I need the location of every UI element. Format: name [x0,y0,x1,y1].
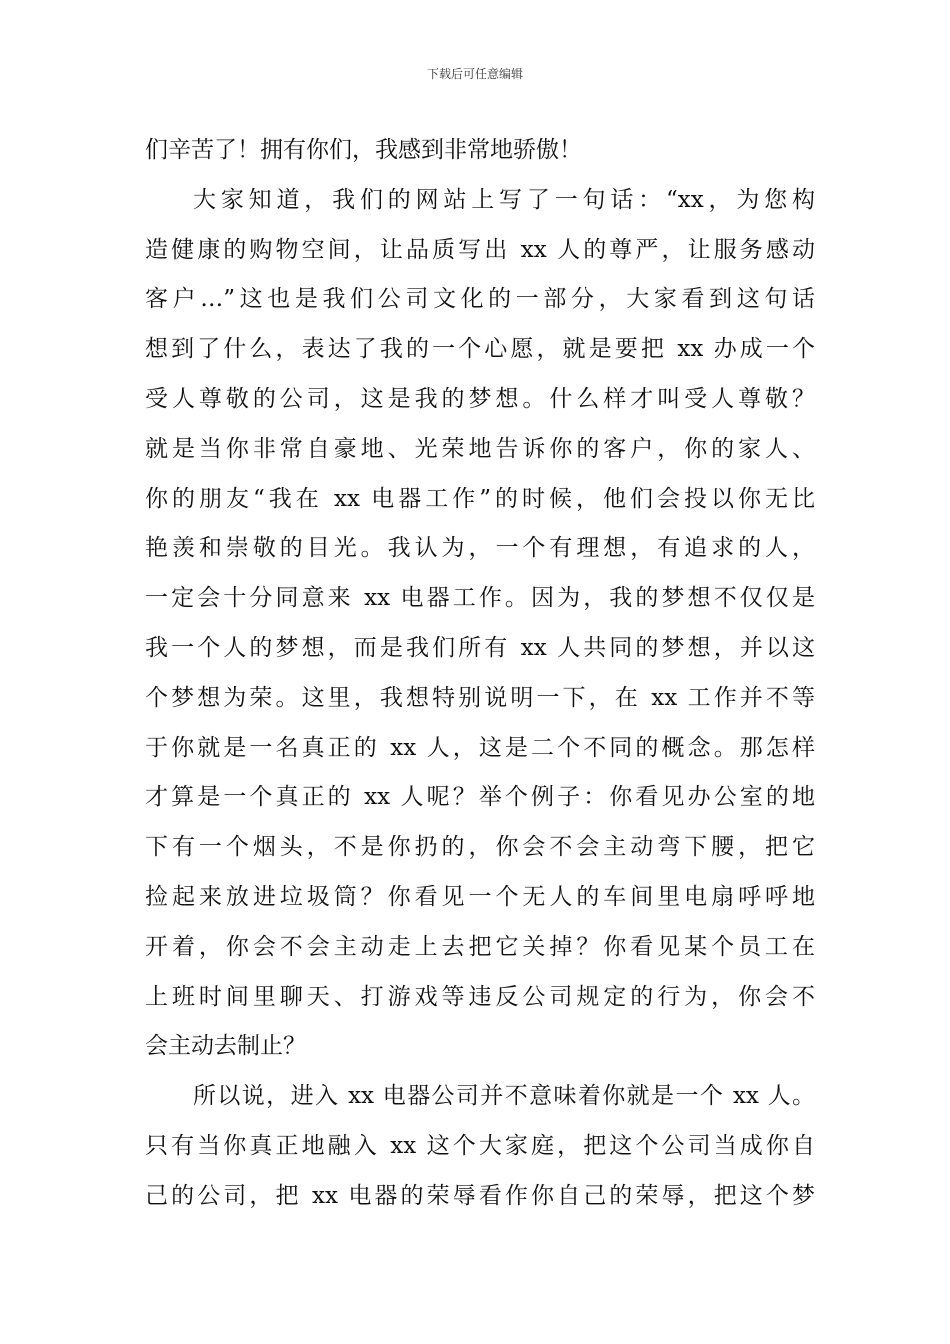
text-line: 所以说，进入 xx 电器公司并不意味着你就是一个 xx 人。 [193,1083,815,1110]
page-header: 下载后可任意编辑 [426,67,523,81]
text-line: 己的公司，把 xx 电器的荣辱看作你自己的荣辱，把这个梦 [145,1182,815,1209]
text-line: 就是当你非常自豪地、光荣地告诉你的客户，你的家人、 [145,435,815,462]
text-line: 于你就是一名真正的 xx 人，这是二个不同的概念。那怎样 [145,734,815,761]
text-line: 一定会十分同意来 xx 电器工作。因为，我的梦想不仅仅是 [145,585,815,612]
text-line: 你的朋友“我在 xx 电器工作”的时候，他们会投以你无比 [145,485,815,512]
document-body [145,126,815,1222]
text-line: 只有当你真正地融入 xx 这个大家庭，把这个公司当成你自 [145,1132,815,1159]
text-line: 艳羡和崇敬的目光。我认为，一个有理想，有追求的人， [145,535,815,562]
text-line: 造健康的购物空间，让品质写出 xx 人的尊严，让服务感动 [145,236,815,263]
text-line: 下有一个烟头，不是你扔的，你会不会主动弯下腰，把它 [145,834,815,861]
text-line: 客户…”这也是我们公司文化的一部分，大家看到这句话 [145,286,815,313]
text-line: 上班时间里聊天、打游戏等违反公司规定的行为，你会不 [145,983,815,1010]
text-line: 受人尊敬的公司，这是我的梦想。什么样才叫受人尊敬？ [145,385,815,412]
text-line: 会主动去制止？ [145,1033,306,1060]
text-line: 我一个人的梦想，而是我们所有 xx 人共同的梦想，并以这 [145,634,815,661]
text-line: 大家知道，我们的网站上写了一句话：“xx，为您构 [193,186,815,213]
text-line: 捡起来放进垃圾筒？你看见一个无人的车间里电扇呼呼地 [145,883,815,910]
text-line: 才算是一个真正的 xx 人呢？举个例子：你看见办公室的地 [145,784,815,811]
text-line: 们辛苦了！拥有你们，我感到非常地骄傲！ [145,137,582,163]
text-line: 开着，你会不会主动走上去把它关掉？你看见某个员工在 [145,933,815,960]
text-line: 个梦想为荣。这里，我想特别说明一下，在 xx 工作并不等 [145,684,815,711]
text-line: 想到了什么，表达了我的一个心愿，就是要把 xx 办成一个 [145,336,815,363]
